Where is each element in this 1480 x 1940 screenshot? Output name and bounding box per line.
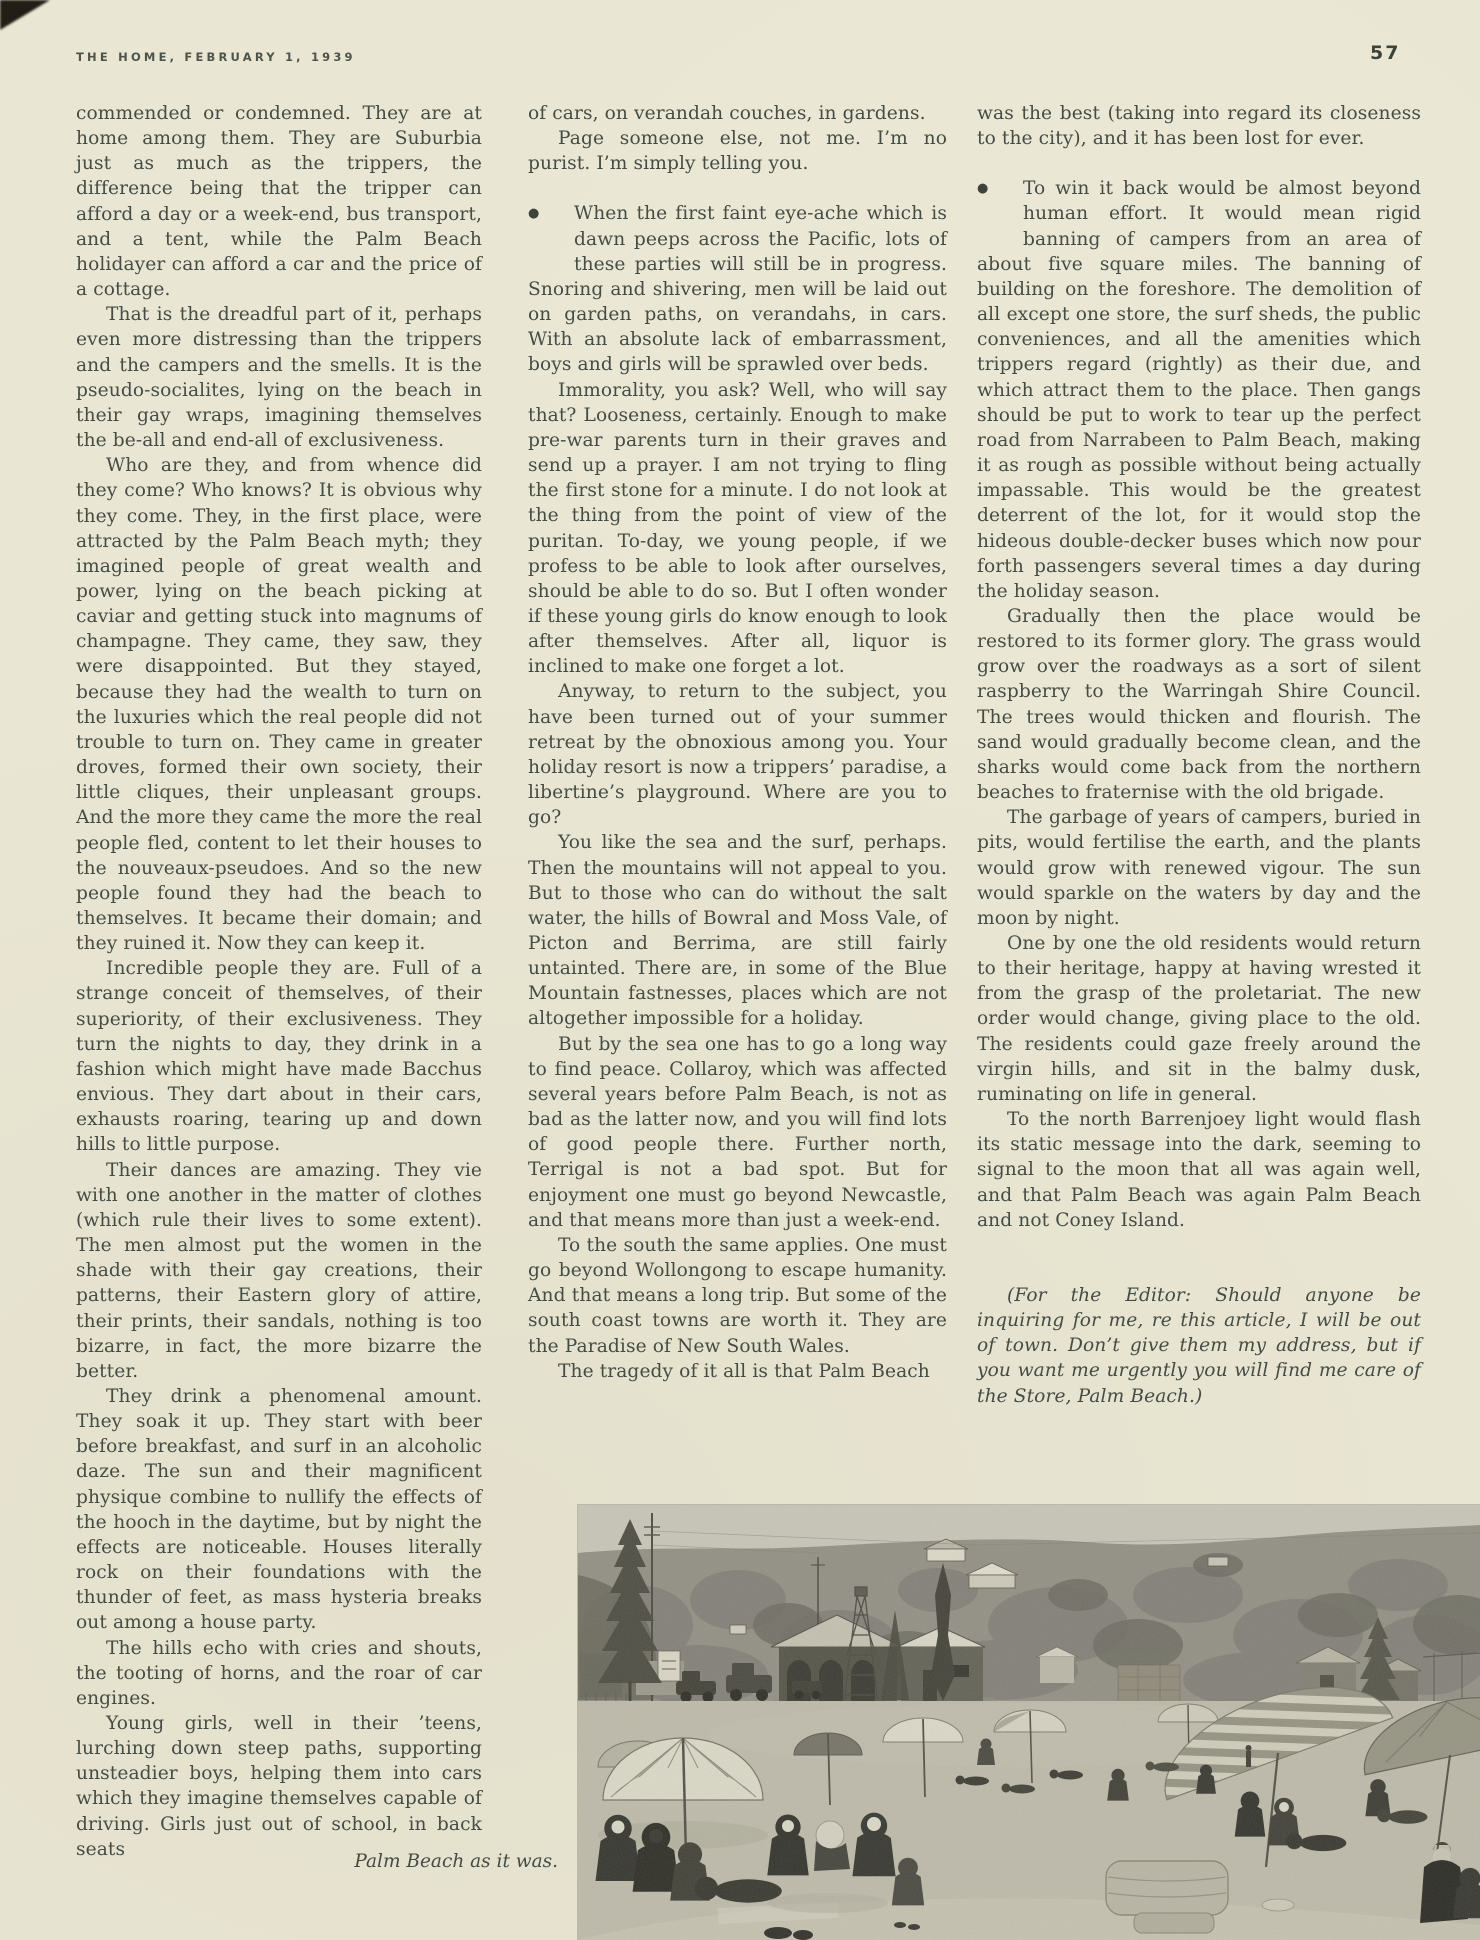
paragraph: The hills echo with cries and shouts, the tooting of horns, and the roar of car engines. — [76, 1637, 482, 1709]
paragraph: To the north Barrenjoey light would flash its static message into the dark, seeming to signal to the moon that all was again well, and that Palm Beach was again Palm Beach and not Coney Island. — [977, 1109, 1421, 1231]
article-column-3 — [977, 101, 1421, 1409]
bullet-paragraph — [977, 176, 1421, 604]
paragraph: The tragedy of it all is that Palm Beach — [558, 1360, 930, 1382]
paragraph: commended or condemned. They are at home among them. They are Suburbia just as much as the trippers, the difference being that the tripper can afford a day or a week-end, bus transport, and a tent, while the Palm Beach holidayer can afford a car and the price of a cottage. — [76, 103, 482, 301]
running-head: THE HOME, FEBRUARY 1, 1939 — [76, 50, 356, 64]
beach-photo — [578, 1505, 1480, 1940]
article-column-1 — [76, 101, 482, 1862]
paragraph: They drink a phenomenal amount. They soak it up. They start with beer before breakfast, and surf in an alcoholic daze. The sun and their magnificent physique combine to nullify the effects of the hooch in the daytime, but by night the effects are noticeable. Houses literally rock on their foundations with the thunder of feet, as mass hysteria breaks out among a house party. — [76, 1385, 482, 1634]
bullet-marker-icon: ● — [528, 206, 540, 222]
paragraph: Gradually then the place would be restored to its former glory. The grass would grow over the roadways as a sort of silent raspberry to the Warringah Shire Council. The trees would thicken and flourish. The sand would gradually become clean, and the sharks would come back from the northern beaches to fraternise with the old brigade. — [977, 605, 1421, 804]
paragraph: Anyway, to return to the subject, you have been turned out of your summer retreat by the obnoxious among you. Your holiday resort is now a trippers’ paradise, a libertine’s playground. Where are you to go? — [528, 681, 947, 829]
photo-caption: Palm Beach as it was. — [354, 1851, 558, 1872]
paragraph: Their dances are amazing. They vie with one another in the matter of clothes (which rule their lives to some extent). The men almost put the women in the shade with their gay creations, their patterns, their Eastern glory of attire, their prints, their sandals, nothing is too bizarre, in fact, the more bizarre the better. — [76, 1159, 482, 1382]
paragraph: (For the Editor: Should anyone be inquiring for me, re this article, I will be out of town. Don’t give them my address, but if you want me urgently you will find me care of the Store, Palm Beach.) — [977, 1284, 1421, 1407]
bullet-marker-icon: ● — [977, 181, 989, 197]
paragraph: The garbage of years of campers, buried in pits, would fertilise the earth, and the plants would grow with renewed vigour. The sun would sparkle on the waters by day and the moon by night. — [977, 807, 1421, 929]
paragraph: Page someone else, not me. I’m no purist. I’m simply telling you. — [528, 128, 947, 175]
page-number: 57 — [1370, 42, 1401, 64]
beach-photo-illustration — [578, 1505, 1480, 1940]
scan-corner-artifact — [0, 0, 50, 30]
paragraph: One by one the old residents would return to their heritage, happy at having wrested it from the grasp of the proletariat. The new order would change, giving place to the old. The residents could gaze freely around the virgin hills, and sit in the balmy dusk, ruminating on life in general. — [977, 933, 1421, 1105]
paragraph: was the best (taking into regard its closeness to the city), and it has been lost for ever. — [977, 103, 1421, 150]
paragraph-text: To win it back would be almost beyond human effort. It would mean rigid banning of campers from an area of about five square miles. The banning of building on the foreshore. The demolition of all except one store, the surf sheds, the public conveniences, and all the amenities which trippers regard (rightly) as their due, and which attract them to the place. Then gangs should be put to work to tear up the perfect road from Narrabeen to Palm Beach, making it as rough as possible without being actually impassable. This would be the greatest deterrent of the lot, for it would stop the hideous double-decker buses which now pour forth passengers several times a day during the holiday season. — [977, 178, 1421, 602]
paragraph: You like the sea and the surf, perhaps. Then the mountains will not appeal to you. But to those who can do without the salt water, the hills of Bowral and Moss Vale, of Picton and Berrima, are still fairly untainted. There are, in some of the Blue Mountain fastnesses, places which are not altogether impossible for a holiday. — [528, 832, 947, 1030]
paragraph: Who are they, and from whence did they come? Who knows? It is obvious why they come. They, in the first place, were attracted by the Palm Beach myth; they imagined people of great wealth and power, lying on the beach picking at caviar and getting stuck into magnums of champagne. They came, they saw, they were disappointed. But they stayed, because they had the wealth to turn on the luxuries which the real people did not trouble to turn on. They came in greater droves, formed their own society, their little cliques, their unpleasant groups. And the more they came the more the real people fled, content to let their houses to the nouveaux-pseudoes. And so the new people found they had the beach to themselves. It became their domain; and they ruined it. Now they can keep it. — [76, 455, 482, 955]
paragraph: To the south the same applies. One must go beyond Wollongong to escape humanity. And that means a long trip. But some of the south coast towns are worth it. They are the Paradise of New South Wales. — [528, 1234, 947, 1357]
paragraph-text: When the first faint eye-ache which is dawn peeps across the Pacific, lots of these parties will still be in progress. Snoring and shivering, men will be laid out on garden paths, on verandahs, in cars. With an absolute lack of embarrassment, boys and girls will be sprawled over beds. — [528, 203, 947, 376]
paragraph: That is the dreadful part of it, perhaps even more distressing than the trippers and the campers and the smells. It is the pseudo-socialites, lying on the beach in their gay wraps, imagining themselves the be-all and end-all of exclusiveness. — [76, 304, 482, 452]
article-column-2 — [528, 101, 947, 1384]
paragraph: Young girls, well in their ’teens, lurching down steep paths, supporting unsteadier boys, helping them into cars which they imagine themselves capable of driving. Girls just out of school, in back seats — [76, 1713, 482, 1860]
paragraph: But by the sea one has to go a long way to find peace. Collaroy, which was affected several years before Palm Beach, is not as bad as the latter now, and you will find lots of good people there. Further north, Terrigal is not a bad spot. But for enjoyment one must go beyond Newcastle, and that means more than just a week-end. — [528, 1033, 947, 1231]
paragraph: Incredible people they are. Full of a strange conceit of themselves, of their superiority, of their exclusiveness. They turn the nights to day, they drink in a fashion which might have made Bacchus envious. They dart about in their cars, exhausts roaring, tearing up and down hills to little purpose. — [76, 958, 482, 1156]
bullet-paragraph — [528, 201, 947, 377]
paragraph: of cars, on verandah couches, in gardens. — [528, 103, 926, 124]
paragraph: Immorality, you ask? Well, who will say that? Looseness, certainly. Enough to make pre-war parents turn in their graves and send up a prayer. I am not trying to fling the first stone for a minute. I do not look at the thing from the point of view of the puritan. To-day, we young people, if we profess to be able to look after ourselves, should be able to do so. But I often wonder if these young girls do know enough to look after themselves. After all, liquor is inclined to make one forget a lot. — [528, 379, 947, 678]
